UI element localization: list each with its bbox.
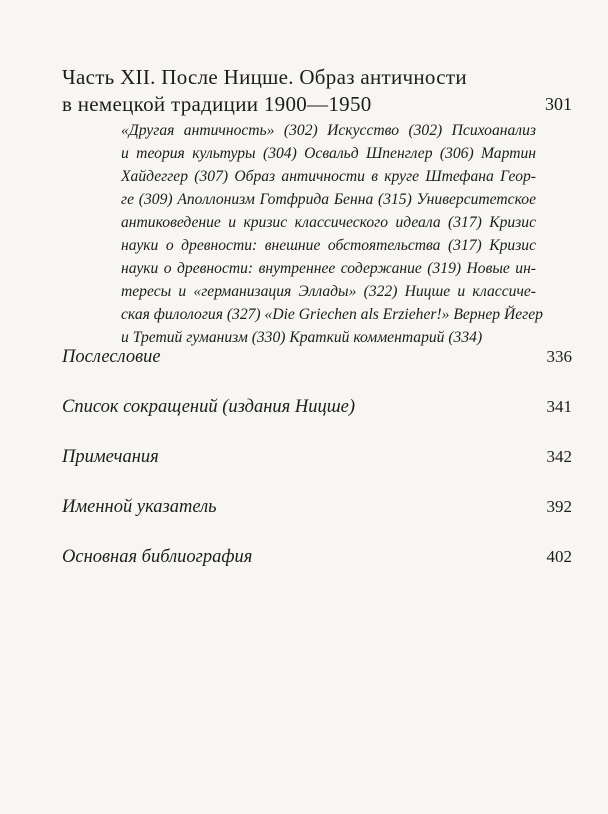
subentry-line: Хайдеггер (307) Образ античности в круге Штефана Геор- (121, 168, 536, 185)
subentry-line: науки о древности: внутреннее содержание (319) Новые ин- (121, 260, 536, 277)
subentry-line: «Другая античность» (302) Искусство (302) Психоанализ (121, 122, 536, 139)
toc-entry-abbreviations[interactable] (62, 397, 572, 423)
subentry-line: науки о древности: внешние обстоятельства (317) Кризис (121, 237, 536, 254)
toc-entry-page: 336 (546, 347, 572, 366)
toc-entry-title: Список сокращений (издания Ницше) (62, 397, 356, 417)
subentry-line: тересы и «германизация Эллады» (322) Ницше и классиче- (121, 283, 536, 300)
toc-entry-title: Примечания (62, 447, 159, 467)
subentry-line: антиковедение и кризис классического идеала (317) Кризис (121, 214, 536, 231)
toc-entry-page: 342 (546, 447, 572, 466)
toc-entry-title: Именной указатель (62, 497, 217, 517)
toc-entry-title: Послесловие (62, 347, 161, 367)
toc-entry-bibliography[interactable] (62, 547, 572, 573)
toc-entry-page: 341 (546, 397, 572, 416)
subentry-line: ге (309) Аполлонизм Готфрида Бенна (315) Университетское (121, 191, 536, 208)
subentry-line: и Третий гуманизм (330) Краткий комментарий (334) (121, 329, 483, 346)
part-title-line: Часть XII. После Ницше. Образ античности (62, 65, 467, 89)
part-page-number: 301 (545, 94, 572, 114)
subentry-line: и теория культуры (304) Освальд Шпенглер (306) Мартин (121, 145, 536, 162)
toc-entry-name-index[interactable] (62, 497, 572, 523)
part-title-line: в немецкой традиции 1900—1950 (62, 92, 372, 116)
toc-entry-notes[interactable] (62, 447, 572, 473)
toc-entry-title: Основная библиография (62, 547, 253, 567)
toc-entry-page: 402 (546, 547, 572, 566)
toc-entry-afterword[interactable] (62, 347, 572, 373)
subentry-line: ская филология (327) «Die Griechen als Erzieher!» Вернер Йегер (121, 306, 543, 323)
toc-entry-page: 392 (546, 497, 572, 516)
part-xii-title (62, 64, 582, 118)
part-subentries (121, 119, 543, 349)
